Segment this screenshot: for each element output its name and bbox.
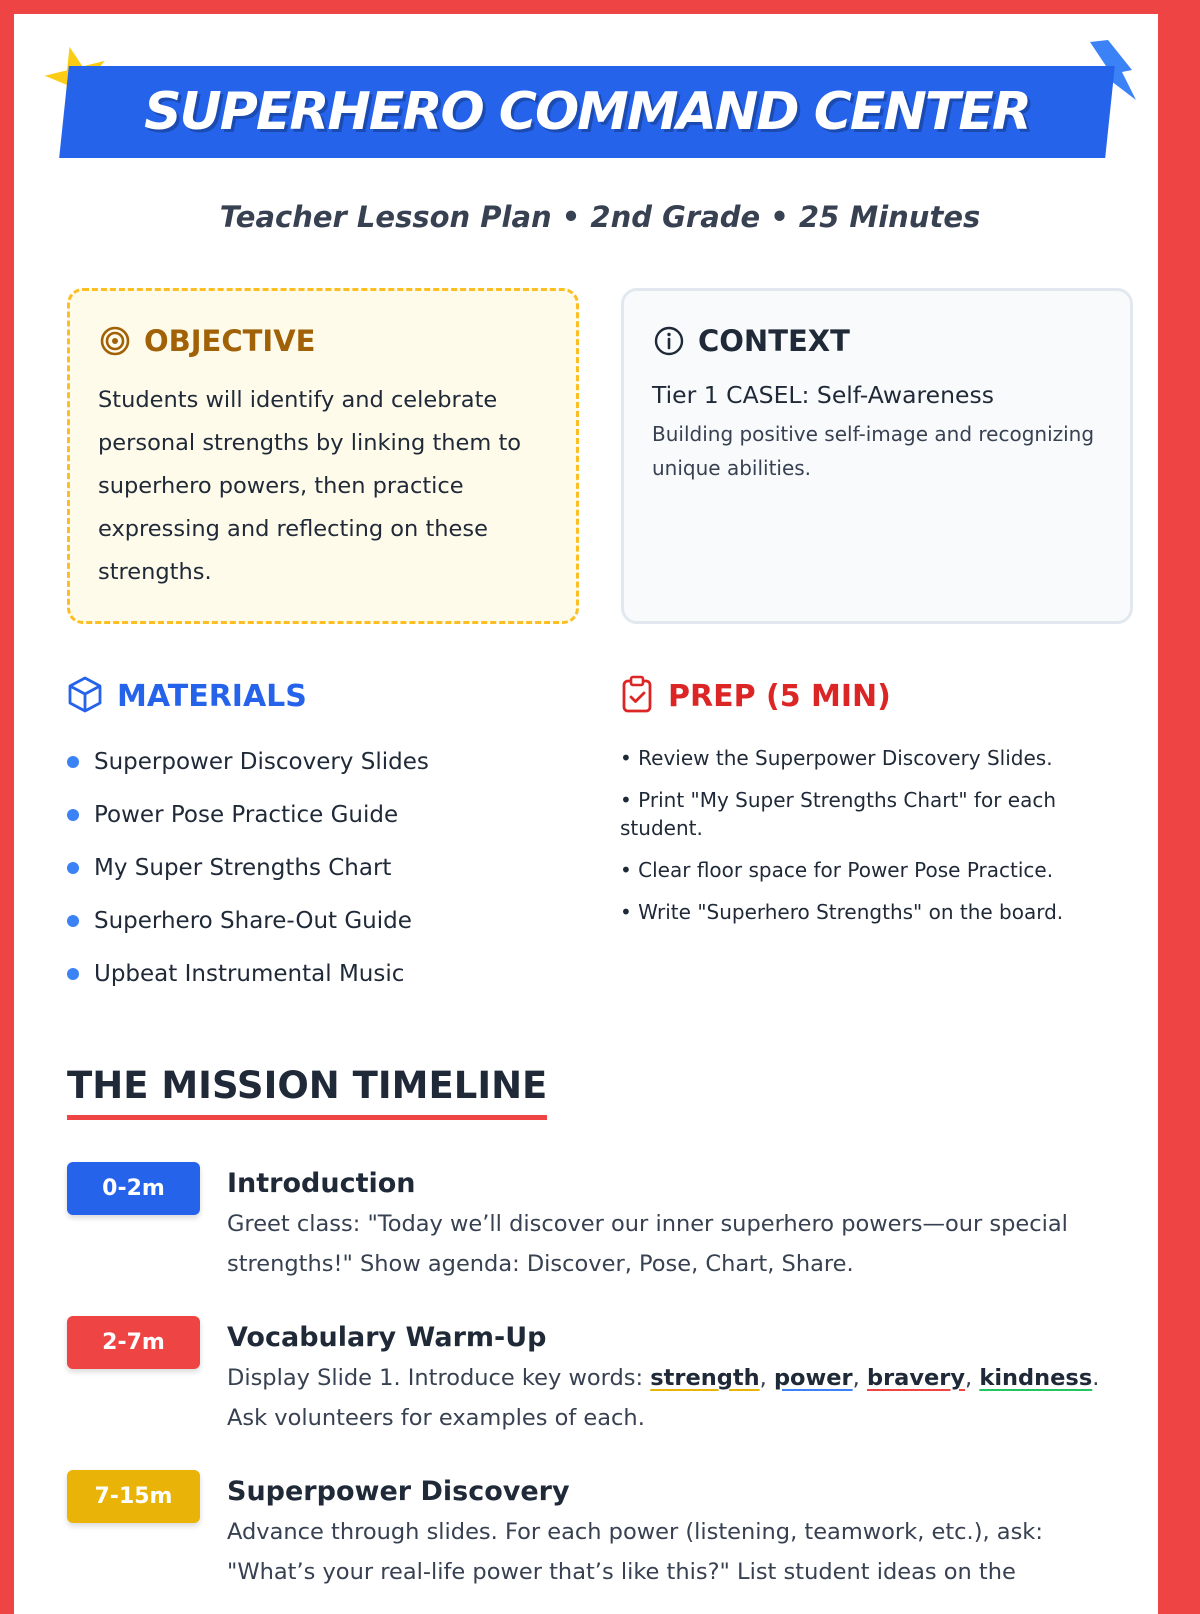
materials-heading: MATERIALS <box>117 678 307 714</box>
list-item: • Clear floor space for Power Pose Practice. <box>620 858 1054 882</box>
title-banner <box>14 14 1158 184</box>
timeline-item-text: Advance through slides. For each power (listening, teamwork, etc.), ask: "What’s your real-life power that’s like this?" List student ideas on the <box>227 1519 1043 1585</box>
time-badge: 2-7m <box>67 1316 200 1369</box>
materials-list <box>67 742 567 1007</box>
list-item: • Print "My Super Strengths Chart" for each student. <box>620 788 1057 840</box>
prep-heading: PREP (5 MIN) <box>668 678 891 714</box>
context-text: Building positive self-image and recognizing unique abilities. <box>652 422 1095 480</box>
prep-list <box>620 744 1100 940</box>
materials-header <box>67 674 307 718</box>
keyword: power <box>773 1365 853 1391</box>
context-heading: CONTEXT <box>698 324 850 358</box>
list-item: Upbeat Instrumental Music <box>67 954 567 1007</box>
keyword: bravery <box>866 1365 966 1391</box>
lesson-plan-page <box>14 14 1158 1614</box>
prep-header <box>620 674 891 718</box>
keyword: kindness <box>979 1365 1093 1391</box>
keyword: strength <box>650 1365 760 1391</box>
timeline-item-text: Greet class: "Today we’ll discover our inner superhero powers—our special strengths!" Show agenda: Discover, Pose, Chart, Share. <box>227 1211 1068 1277</box>
time-badge: 7-15m <box>67 1470 200 1523</box>
timeline-item-heading: Introduction <box>227 1168 416 1199</box>
timeline-item-heading: Superpower Discovery <box>227 1476 570 1507</box>
timeline-item-heading: Vocabulary Warm-Up <box>227 1322 547 1353</box>
box-icon <box>67 675 103 717</box>
context-title: Tier 1 CASEL: Self-Awareness <box>652 381 994 409</box>
clipboard-check-icon <box>620 675 654 717</box>
objective-heading: OBJECTIVE <box>144 324 316 358</box>
info-icon <box>652 324 686 358</box>
page-title: SUPERHERO COMMAND CENTER <box>144 82 1030 142</box>
timeline-heading: THE MISSION TIMELINE <box>67 1064 547 1120</box>
list-item: My Super Strengths Chart <box>67 848 567 901</box>
page-subtitle: Teacher Lesson Plan • 2nd Grade • 25 Minutes <box>219 200 981 234</box>
list-item: • Review the Superpower Discovery Slides. <box>620 746 1053 770</box>
list-item: Superpower Discovery Slides <box>67 742 567 795</box>
context-card <box>621 288 1133 624</box>
list-item: • Write "Superhero Strengths" on the board. <box>620 900 1064 924</box>
target-icon <box>98 324 132 358</box>
objective-text: Students will identify and celebrate personal strengths by linking them to superhero powers, then practice expressing and reflecting on these strengths. <box>98 387 522 585</box>
objective-card <box>67 288 579 624</box>
list-item: Power Pose Practice Guide <box>67 795 567 848</box>
timeline-item-text: Display Slide 1. Introduce key words: strength, power, bravery, kindness. Ask volunteers for examples of each. <box>227 1365 1100 1431</box>
time-badge: 0-2m <box>67 1162 200 1215</box>
list-item: Superhero Share-Out Guide <box>67 901 567 954</box>
